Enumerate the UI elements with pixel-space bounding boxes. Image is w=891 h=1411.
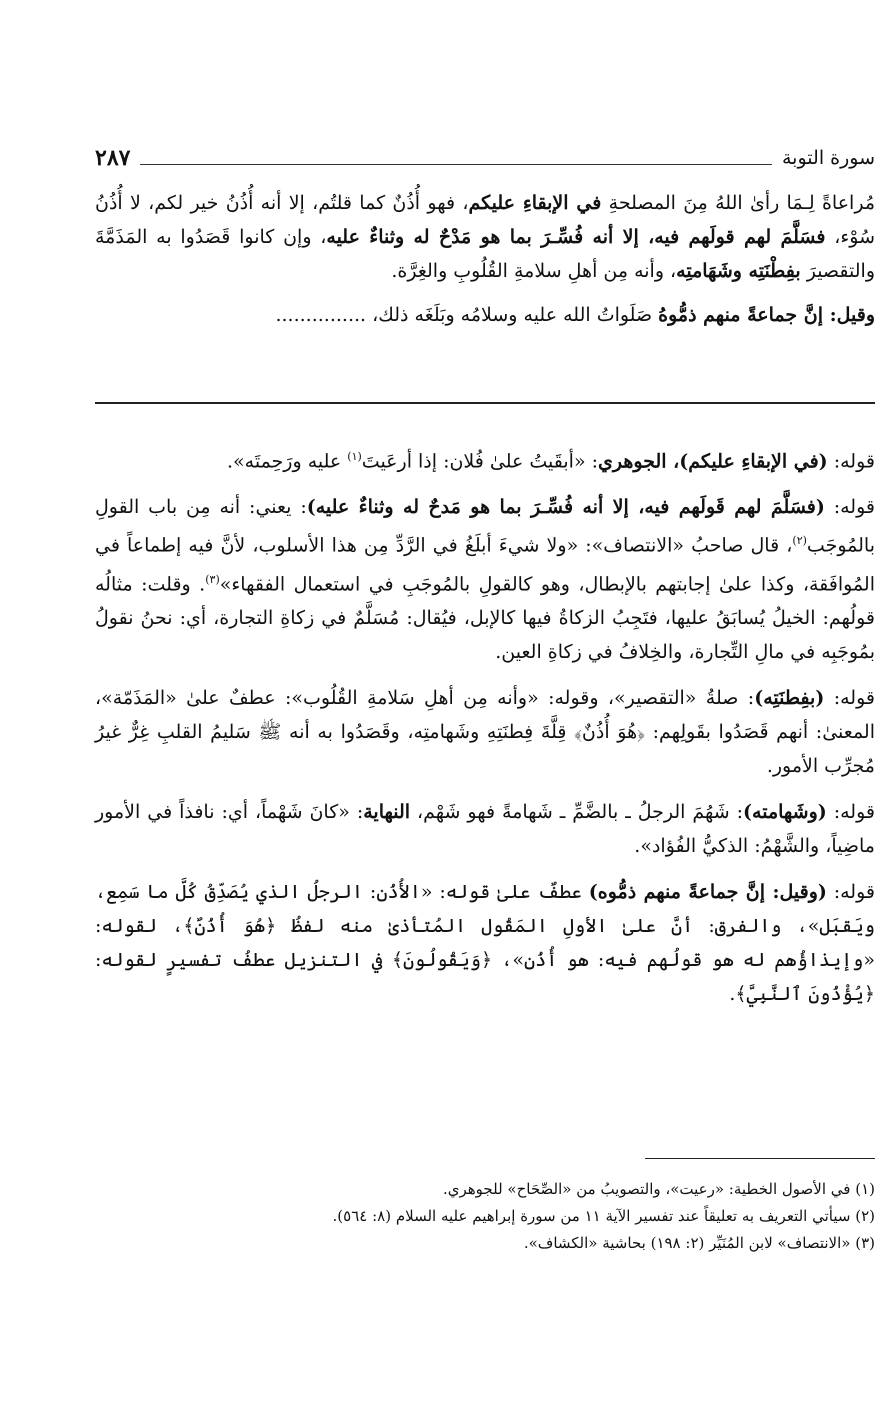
text-run: ، وإن كانوا قَصَدُوا به المَذَمَّةَ والتقصيرَ bbox=[95, 226, 875, 282]
paragraph bbox=[95, 186, 875, 288]
paragraph bbox=[95, 681, 875, 783]
bold-phrase: بفِطْنَتِه وشَهَامتِه bbox=[676, 260, 801, 282]
text-run: قوله: bbox=[824, 496, 875, 519]
paragraph bbox=[95, 875, 875, 1011]
bold-phrase: (وشَهامته) bbox=[743, 800, 827, 823]
running-header bbox=[95, 140, 875, 176]
text-run: ، وأنه مِن أهلِ سلامةِ القُلُوبِ والغِرَّة. bbox=[391, 260, 677, 282]
footnote-ref: (٣) bbox=[205, 572, 220, 586]
text-run: قوله: bbox=[826, 800, 875, 823]
bold-phrase: (في الإبقاءِ عليكم)، الجوهري bbox=[598, 450, 828, 473]
surah-title: سورة التوبة bbox=[782, 147, 875, 169]
bold-phrase: (وقيل: إنَّ جماعةً منهم ذمُّوه) bbox=[588, 880, 827, 903]
text-run: عطفٌ علىٰ قوله: «الأُذُن: الرجلُ الذي يُصَدِّقُ كُلَّ ما سَمِع، ويَقبَل»، والفرق: أنَّ علىٰ الأولِ المَقُول المُتأذىٰ منه لفظُ ﴿هُوَ أُذُنٌ﴾، لقوله: «وإيذاؤُهم له هو قولُهم فيه: هو أُذُن»، ﴿وَيَقُولُونَ﴾ في التنزيل عطفُ تفسيرٍ لقوله: ﴿يُؤْذُونَ ٱلنَّبِيَّ﴾. bbox=[95, 880, 875, 1005]
text-run: : يعني: أنه مِن باب القولِ بالمُوجَب bbox=[95, 496, 875, 557]
paragraph bbox=[95, 490, 875, 669]
text-run: : شَهُمَ الرجلُ ـ بالضَّمِّ ـ شَهامةً فهو شَهْم، bbox=[410, 800, 744, 823]
text-run: ، قال صاحبُ «الانتصاف»: «ولا شيءَ أبلَغُ في الرَّدِّ مِن هذا الأسلوب، لأنَّ فيه إطماعاً في المُوافَقة، وكذا علىٰ إجابتهم بالإبطال، وهو كالقولِ بالمُوجَبِ في استعمال الفقهاء» bbox=[95, 534, 875, 595]
bold-phrase: وقيل: إنَّ جماعةً منهم ذمُّوهُ bbox=[658, 304, 875, 326]
text-run: ، فهو أُذُنٌ كما قلتُم، إلا أنه أُذُنُ خير لكم، لا أُذُنُ سُوْء، bbox=[95, 192, 876, 248]
bold-phrase: في الإبقاءِ عليكم bbox=[468, 192, 602, 214]
paragraph bbox=[95, 795, 875, 863]
header-rule bbox=[140, 152, 772, 165]
bold-phrase: فسَلَّمَ لهم قولَهم فيه، إلا أنه فُسِّـرَ بما هو مَدْحٌ له وثناءٌ عليه bbox=[326, 226, 826, 248]
text-run: عليه ورَحِمتَه». bbox=[226, 450, 348, 473]
bold-phrase: (بفِطنَتِه) bbox=[754, 686, 825, 709]
text-run: . وقلت: مثالُه قولُهم: الخيلُ يُسابَقُ عليها، فتَجِبُ الزكاةُ فيها كالإبل، فيُقال: مُسَلَّمٌ في زكاةِ التجارة، أي: نحنُ نقولُ بمُوجَبِه في مالِ التِّجارة، والخِلافُ في زكاةِ العين. bbox=[95, 572, 875, 663]
text-commentary-divider bbox=[95, 402, 875, 404]
footnote-ref: (٢) bbox=[792, 534, 807, 548]
footnote: (١) في الأصول الخطية: «رعيت»، والتصويبُ من «الصِّحَاح» للجوهري. bbox=[442, 1180, 875, 1198]
footnote: (٢) سيأتي التعريف به تعليقاً عند تفسير الآية ١١ من سورة إبراهيم عليه السلام (٨: ٥٦٤). bbox=[332, 1207, 875, 1225]
footnote-divider bbox=[645, 1158, 875, 1159]
text-run: قوله: bbox=[827, 450, 875, 473]
footnotes bbox=[95, 1176, 875, 1257]
footnote: (٣) «الانتصاف» لابن المُنَيِّر (٢: ١٩٨) بحاشية «الكشاف». bbox=[523, 1234, 875, 1252]
text-run: مُراعاةً لِـمَا رأىٰ اللهُ مِنَ المصلحةِ bbox=[601, 192, 875, 214]
text-run: قوله: bbox=[824, 686, 875, 709]
paragraph bbox=[95, 298, 875, 332]
commentary bbox=[95, 440, 875, 1023]
bold-phrase: النهاية bbox=[363, 800, 411, 823]
text-run: قوله: bbox=[826, 880, 875, 903]
page-number: ٢٨٧ bbox=[95, 145, 131, 171]
text-run: : «أبقَيتُ علىٰ فُلان: إذا أرعَيتَ bbox=[361, 450, 599, 473]
bold-phrase: (فسَلَّمَ لهم قَولَهم فيه، إلا أنه فُسِّـرَ بما هو مَدحٌ له وثناءٌ عليه) bbox=[306, 496, 825, 519]
paragraph bbox=[95, 440, 875, 478]
footnote-ref: (١) bbox=[347, 450, 362, 463]
main-text bbox=[95, 186, 875, 332]
text-run: صَلَواتُ الله عليه وسلامُه وبَلَغَه ذلك، ............... bbox=[275, 304, 659, 326]
text-run: : صلةُ «التقصير»، وقوله: «وأنه مِن أهلِ سَلامةِ القُلُوب»: عطفٌ علىٰ «المَذَمّة»، المعنىٰ: أنهم قَصَدُوا بقَولِهم: ﴿هُوَ أُذُنٌ﴾ قِلَّةَ فِطنَتِهِ وشَهامتِه، وقَصَدُوا به أنه ﷺ سَليمُ القلبِ غِرٌّ غيرُ مُجرِّب الأمور. bbox=[95, 686, 875, 777]
text-run: : «كانَ شَهْماً، أي: نافذاً في الأمور ماضِياً، والشَّهْمُ: الذكيُّ الفُؤاد». bbox=[95, 800, 875, 857]
